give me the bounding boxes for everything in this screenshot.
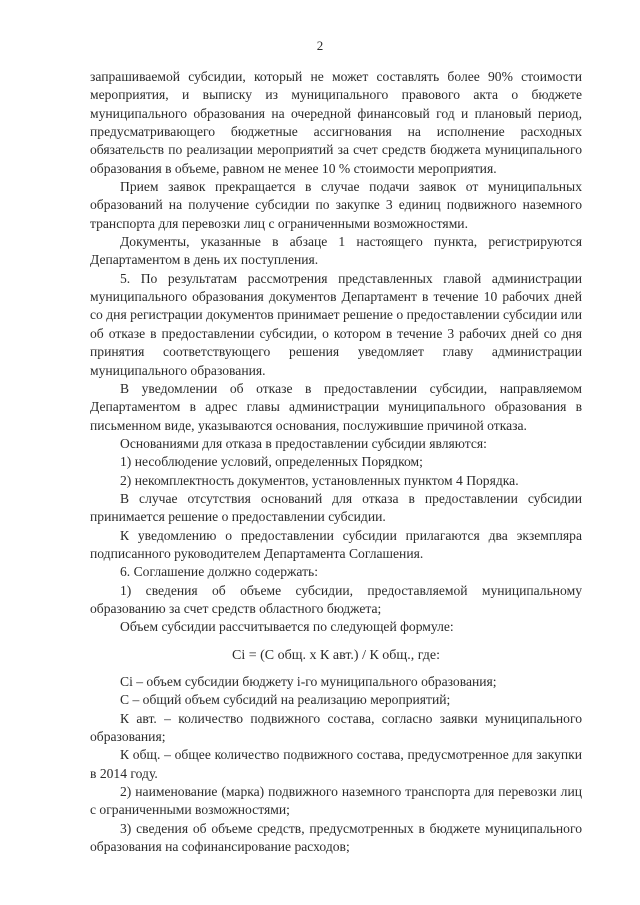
paragraph-item-5: 5. По результатам рассмотрения представленных главой администрации муниципального образования документов Департамент в течение 10 рабочих дней со дня регистрации документов принимает решение о предоставлении субсидии или об отказе в предоставлении субсидии, о котором в течение 3 рабочих дней со дня принятия соответствующего решения уведомляет главу администрации муниципального образования.	[90, 270, 582, 378]
paragraph-refusal-notice: В уведомлении об отказе в предоставлении субсидии, направляемом Департаментом в адрес главы администрации муниципального образования в письменном виде, указываются основания, послужившие причиной отказа.	[90, 380, 582, 433]
formula-definition-k-total: К общ. – общее количество подвижного состава, предусмотренное для закупки в 2014 году.	[90, 747, 582, 781]
paragraph-agreement-copies: К уведомлению о предоставлении субсидии прилагаются два экземпляра подписанного руководителем Департамента Соглашения.	[90, 527, 582, 561]
paragraph-application-deadline: Прием заявок прекращается в случае подачи заявок от муниципальных образований на получение субсидии по закупке 3 единиц подвижного наземного транспорта для перевозки лиц с ограниченными возможностями.	[90, 179, 582, 231]
paragraph-application-continuation: запрашиваемой субсидии, который не может составлять более 90% стоимости мероприятия, и выписку из муниципального правового акта о бюджете муниципального образования на очередной финансовый год и плановый период, предусматривающего бюджетные ассигнования на исполнение расходных обязательств по реализации мероприятий за счет средств бюджета муниципального образования в объеме, равном не менее 10 % стоимости мероприятия.	[90, 69, 582, 176]
paragraph-registration: Документы, указанные в абзаце 1 настоящего пункта, регистрируются Департаментом в день их поступления.	[90, 234, 582, 268]
formula-definition-ci: Ci – объем субсидии бюджету i-го муниципального образования;	[120, 674, 497, 689]
list-item-cofinancing: 3) сведения об объеме средств, предусмотренных в бюджете муниципального образования на софинансирование расходов;	[90, 820, 582, 855]
formula-definition-c: С – общий объем субсидий на реализацию мероприятий;	[120, 692, 451, 708]
page-number: 2	[316, 38, 324, 53]
list-item-vehicle-model: 2) наименование (марка) подвижного наземного транспорта для перевозки лиц с ограниченными возможностями;	[90, 784, 582, 818]
subsidy-formula: Ci = (С общ. х К авт.) / К общ., где:	[232, 647, 440, 663]
list-item-ground-1: 1) несоблюдение условий, определенных Порядком;	[120, 454, 423, 470]
formula-definition-k-avt: К авт. – количество подвижного состава, согласно заявки муниципального образования;	[90, 710, 582, 745]
list-item-ground-2: 2) некомплектность документов, установленных пунктом 4 Порядка.	[120, 472, 519, 488]
document-body	[90, 68, 582, 856]
paragraph-formula-intro: Объем субсидии рассчитывается по следующей формуле:	[120, 619, 454, 635]
paragraph-item-6: 6. Соглашение должно содержать:	[120, 564, 318, 580]
paragraph-approval-decision: В случае отсутствия оснований для отказа в предоставлении субсидии принимается решение о предоставлении субсидии.	[90, 490, 582, 525]
list-item-subsidy-volume: 1) сведения об объеме субсидии, предоставляемой муниципальному образованию за счет средств областного бюджета;	[90, 582, 582, 616]
paragraph-refusal-grounds: Основаниями для отказа в предоставлении субсидии являются:	[120, 435, 487, 451]
